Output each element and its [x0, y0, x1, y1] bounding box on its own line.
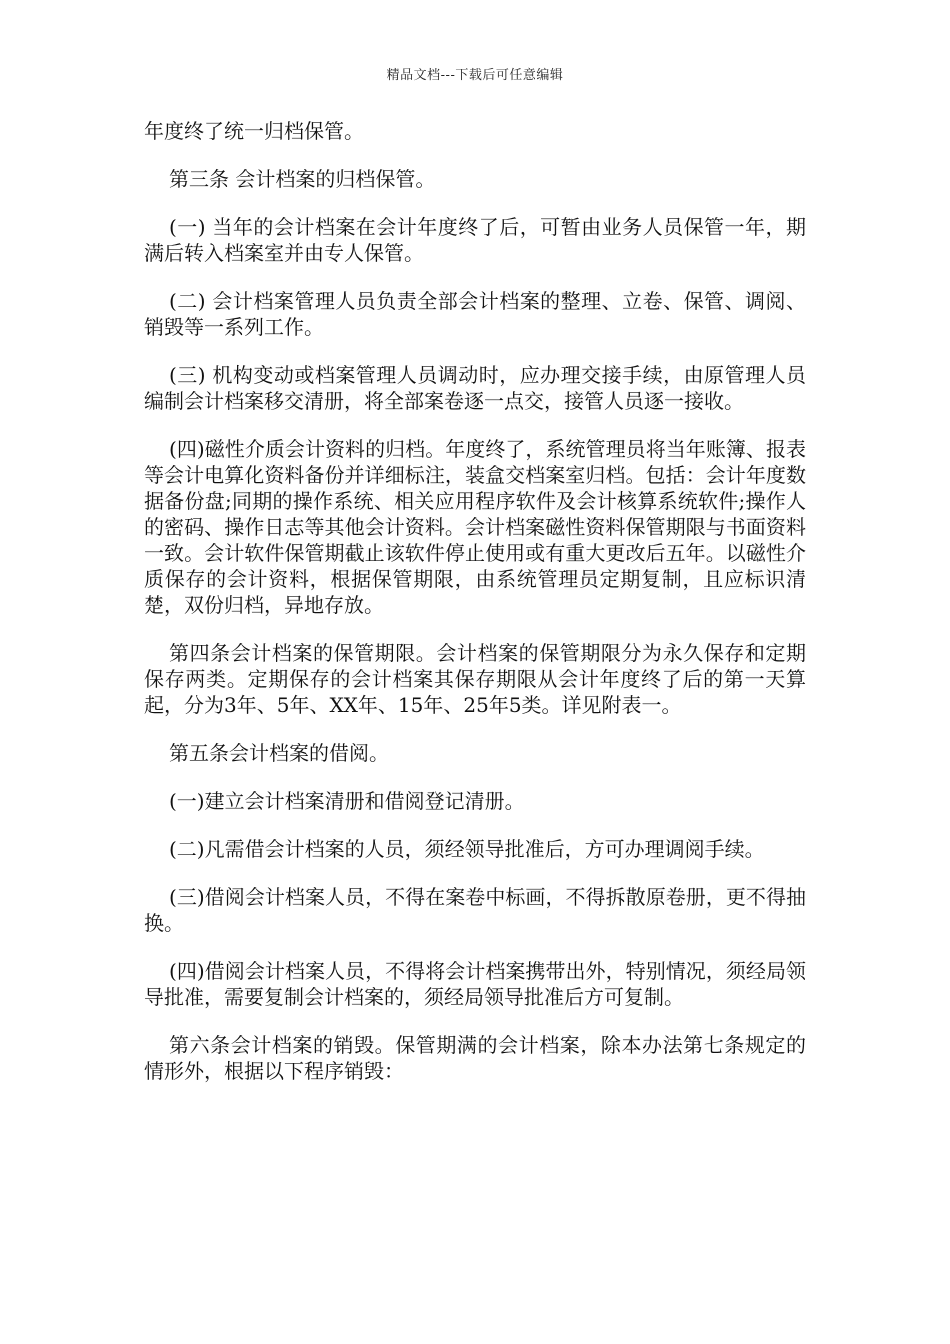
article-5-item-3: (三)借阅会计档案人员，不得在案卷中标画，不得拆散原卷册，更不得抽换。 [144, 885, 806, 935]
article-5-heading: 第五条会计档案的借阅。 [169, 741, 389, 765]
page-header: 精品文档---下载后可任意编辑 [386, 68, 564, 83]
article-5-item-4: (四)借阅会计档案人员，不得将会计档案携带出外，特别情况，须经局领导批准，需要复制会计档案的，须经局领导批准后方可复制。 [144, 959, 806, 1009]
article-3-item-4: (四)磁性介质会计资料的归档。年度终了，系统管理员将当年账簿、报表等会计电算化资料备份并详细标注，装盒交档案室归档。包括：会计年度数据备份盘;同期的操作系统、相关应用程序软件及会计核算系统软件;操作人的密码、操作日志等其他会计资料。会计档案磁性资料保管期限与书面资料一致。会计软件保管期截止该软件停止使用或有重大更改后五年。以磁性介质保存的会计资料，根据保管期限，由系统管理员定期复制，且应标识清楚，双份归档，异地存放。 [144, 437, 806, 617]
paragraph-continuation: 年度终了统一归档保管。 [144, 119, 364, 143]
article-3-heading: 第三条 会计档案的归档保管。 [169, 167, 436, 191]
article-3-item-1: (一) 当年的会计档案在会计年度终了后，可暂由业务人员保管一年，期满后转入档案室并由专人保管。 [144, 215, 806, 265]
article-5-item-2: (二)凡需借会计档案的人员，须经领导批准后，方可办理调阅手续。 [169, 837, 765, 861]
article-5-item-1: (一)建立会计档案清册和借阅登记清册。 [169, 789, 525, 813]
article-3-item-3: (三) 机构变动或档案管理人员调动时，应办理交接手续，由原管理人员编制会计档案移交清册，将全部案卷逐一点交，接管人员逐一接收。 [144, 363, 806, 413]
article-3-item-2: (二) 会计档案管理人员负责全部会计档案的整理、立卷、保管、调阅、销毁等一系列工作。 [144, 289, 806, 339]
article-6: 第六条会计档案的销毁。保管期满的会计档案，除本办法第七条规定的情形外，根据以下程序销毁： [144, 1033, 806, 1083]
document-body [144, 118, 806, 1106]
article-4: 第四条会计档案的保管期限。会计档案的保管期限分为永久保存和定期保存两类。定期保存的会计档案其保存期限从会计年度终了后的第一天算起，分为3年、5年、XX年、15年、25年5类。详见附表一。 [144, 641, 806, 717]
